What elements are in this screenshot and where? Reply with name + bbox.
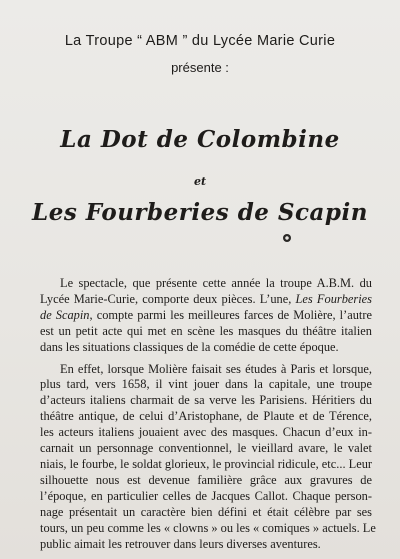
text-line: silhouette nous est devenue familière grâce aux gravures de — [40, 472, 372, 487]
text-line: public aimait les retrouver dans leurs diverses aventures. — [40, 536, 321, 551]
text-line: est un petit acte qui met en scène les masques du théâtre italien — [40, 323, 372, 338]
italic-title: de Scapin — [40, 307, 90, 322]
text-line: Le spectacle, que présente cette année la troupe A.B.M. du — [60, 276, 372, 290]
play-title-fourberies-de-scapin: Les Fourberies de Scapin — [32, 199, 368, 226]
conjunction-et: et — [193, 175, 207, 188]
play-title-dot-de-colombine: La Dot de Colombine — [60, 126, 340, 153]
text-line: de Scapin, compte parmi les meilleures farces de Molière, l’autre — [40, 307, 372, 322]
italic-title: Les Fourberies — [295, 291, 372, 306]
troupe-header: La Troupe “ ABM ” du Lycée Marie Curie — [64, 33, 336, 49]
text-line: carnait un personnage conventionnel, le vieillard avare, le valet — [40, 441, 372, 456]
ornament-dot-icon — [283, 234, 291, 242]
text-line: Lycée Marie-Curie, comporte deux pièces. L’une, Les Fourberies — [40, 291, 372, 306]
presents-line: présente : — [171, 60, 229, 75]
text-line: plus tard, vers 1658, il vint jouer dans la capitale, une troupe — [40, 377, 372, 392]
text-line: dans les situations classiques de la comédie de cette époque. — [40, 339, 339, 354]
body-text — [40, 276, 376, 552]
text-line: théâtre antique, de celui d’Aristophane, de Plaute et de Térence, — [40, 409, 372, 424]
text-line: d’acteurs italiens charmait de sa verve les Parisiens. Héritiers du — [40, 393, 372, 408]
text-line: nage présentait un caractère bien défini et était célèbre par ses — [40, 504, 372, 519]
text-line: les acteurs italiens jouaient avec des masques. Chacun d’eux in- — [40, 425, 372, 440]
text-line: En effet, lorsque Molière faisait ses études à Paris et lorsque, — [60, 361, 372, 376]
text-line: tours, un peu comme les « clowns » ou les « comiques » actuels. Le — [40, 520, 376, 535]
text-line: l’époque, en particulier celles de Jacques Callot. Chaque person- — [40, 488, 372, 503]
text-line: niais, le fourbe, le soldat glorieux, le provincial ridicule, etc... Leur — [40, 456, 373, 471]
